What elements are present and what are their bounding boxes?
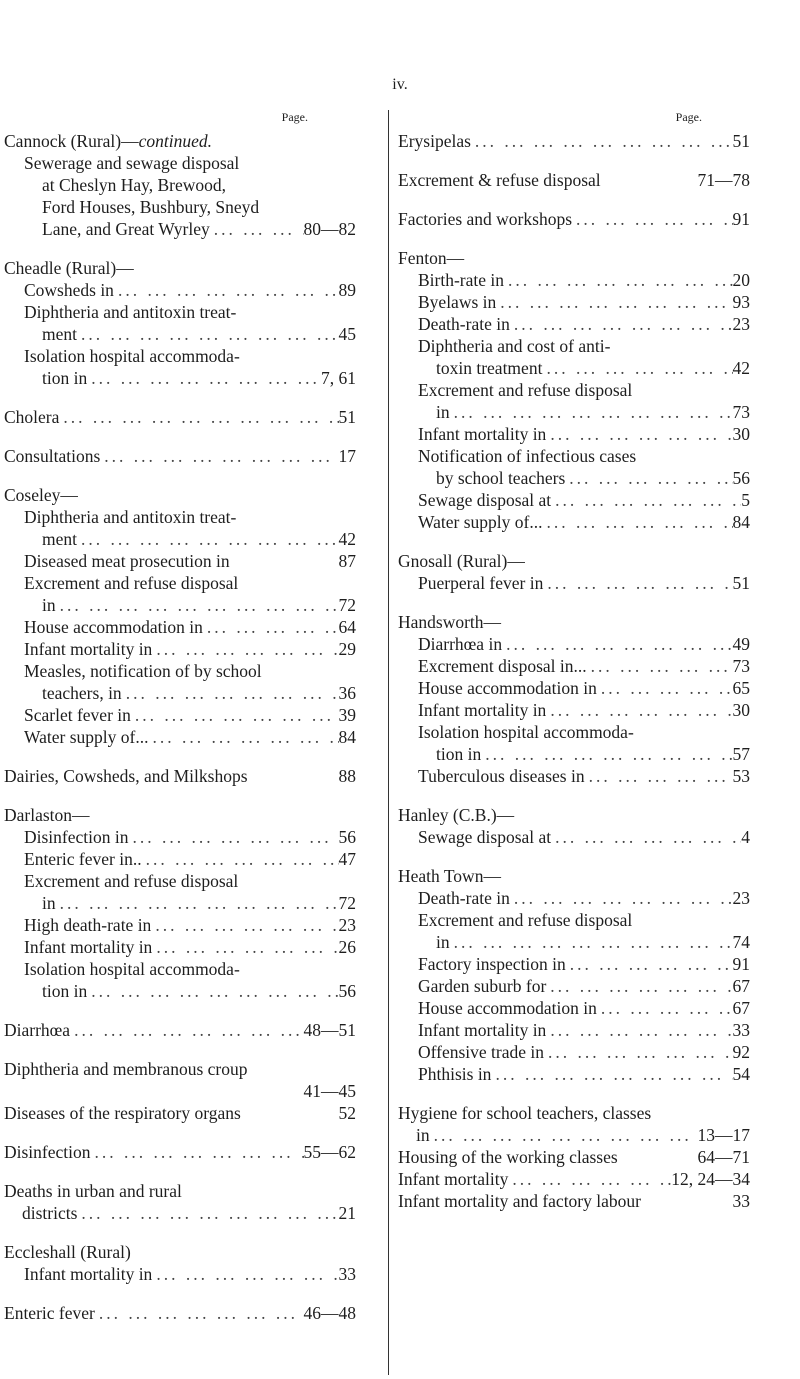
entry-line: Excrement and refuse disposal — [24, 871, 239, 891]
leader-dots — [70, 1019, 303, 1041]
entry-text: Disinfection in — [24, 827, 129, 847]
page-ref: 20 — [732, 270, 750, 290]
leader-dots — [510, 887, 733, 909]
entry-text: ment — [42, 529, 77, 549]
heading-text: Heath Town— — [398, 866, 501, 886]
entry-text: Consultations — [4, 446, 101, 466]
entry-line: Diphtheria and membranous croup — [4, 1059, 248, 1079]
index-heading — [4, 804, 356, 826]
page-ref: 72 — [338, 595, 356, 615]
page-ref: 56 — [338, 827, 356, 847]
index-entry — [398, 1168, 750, 1190]
entry-text: Sewage disposal at — [418, 490, 552, 510]
page-ref: 39 — [338, 705, 356, 725]
leader-dots — [565, 467, 732, 489]
heading-text: Hanley (C.B.)— — [398, 805, 515, 825]
index-entry — [398, 169, 750, 191]
entry-text: Dairies, Cowsheds, and Milkshops — [4, 766, 248, 786]
entry-text: Offensive trade in — [418, 1042, 545, 1062]
index-entry — [4, 726, 356, 748]
entry-line: Isolation hospital accommoda- — [24, 346, 240, 366]
leader-dots — [471, 130, 733, 152]
entry-line: Excrement and refuse disposal — [24, 573, 239, 593]
entry-text: House accommodation in — [24, 617, 203, 637]
index-entry — [4, 406, 356, 428]
index-heading — [4, 484, 356, 506]
entry-text: Water supply of... — [24, 727, 149, 747]
entry-text: Diarrhœa in — [418, 634, 503, 654]
index-entry — [4, 848, 356, 870]
entry-text: Death-rate in — [418, 314, 510, 334]
leader-dots — [546, 423, 732, 445]
entry-text: tion in — [436, 744, 482, 764]
leader-dots — [430, 1124, 698, 1146]
index-entry — [4, 1019, 356, 1041]
entry-line: Isolation hospital accommoda- — [24, 959, 240, 979]
index-entry — [398, 423, 750, 445]
index-entry — [4, 1058, 356, 1102]
leader-dots — [508, 1168, 671, 1190]
leader-dots — [148, 726, 338, 748]
leader-dots — [546, 699, 732, 721]
entry-text: Cholera — [4, 407, 60, 427]
page-ref: 67 — [732, 998, 750, 1018]
entry-text: Factories and workshops — [398, 209, 573, 229]
heading-text: Handsworth— — [398, 612, 502, 632]
entry-text: House accommodation in — [418, 998, 597, 1018]
page-ref: 42 — [732, 358, 750, 378]
index-entry — [398, 997, 750, 1019]
index-entry — [398, 1063, 750, 1085]
entry-line: Excrement and refuse disposal — [418, 910, 633, 930]
entry-text: Lane, and Great Wyrley — [42, 219, 210, 239]
entry-line: Ford Houses, Bushbury, Sneyd — [42, 197, 260, 217]
leader-dots — [203, 616, 339, 638]
entry-line: Excrement and refuse disposal — [418, 380, 633, 400]
leader-dots — [95, 1302, 304, 1324]
page-ref: 73 — [732, 402, 750, 422]
entry-line: Diphtheria and antitoxin treat- — [24, 507, 237, 527]
page-ref: 5 — [741, 490, 750, 510]
entry-text: Erysipelas — [398, 131, 471, 151]
index-entry — [4, 572, 356, 616]
index-entry — [4, 279, 356, 301]
leader-dots — [152, 936, 338, 958]
entry-text: Factory inspection in — [418, 954, 566, 974]
leader-dots — [142, 848, 339, 870]
entry-text: Puerperal fever in — [418, 573, 544, 593]
page-ref: 23 — [732, 314, 750, 334]
index-entry — [398, 313, 750, 335]
entry-text: Enteric fever — [4, 1303, 95, 1323]
entry-text: in — [436, 402, 450, 422]
index-entry — [4, 958, 356, 1002]
index-entry — [398, 975, 750, 997]
page-ref: 93 — [732, 292, 750, 312]
leader-dots — [152, 1263, 338, 1285]
leader-dots — [122, 682, 339, 704]
entry-text: Infant mortality in — [418, 424, 547, 444]
leader-dots — [546, 975, 732, 997]
index-entry — [398, 721, 750, 765]
index-entry — [4, 870, 356, 914]
page-ref: 91 — [732, 954, 750, 974]
index-entry — [398, 130, 750, 152]
index-entry — [4, 826, 356, 848]
entry-text: Infant mortality and factory labour — [398, 1191, 641, 1211]
index-entry — [398, 909, 750, 953]
index-entry — [398, 379, 750, 423]
leader-dots — [87, 367, 321, 389]
page-ref: 13—17 — [697, 1125, 750, 1145]
entry-text: Death-rate in — [418, 888, 510, 908]
leader-dots — [131, 704, 339, 726]
index-entry — [4, 550, 356, 572]
entry-line: Notification of infectious cases — [418, 446, 637, 466]
leader-dots — [59, 406, 338, 428]
index-column-right — [398, 110, 750, 1212]
leader-dots — [77, 528, 339, 550]
heading-text: Darlaston— — [4, 805, 90, 825]
leader-dots — [481, 743, 732, 765]
entry-text: in — [42, 893, 56, 913]
index-entry — [398, 511, 750, 533]
index-heading — [398, 804, 750, 826]
page-ref: 64—71 — [697, 1147, 750, 1167]
page-ref: 57 — [732, 744, 750, 764]
index-entry — [398, 1102, 750, 1146]
leader-dots — [546, 1019, 732, 1041]
index-heading — [4, 257, 356, 279]
leader-dots — [129, 826, 339, 848]
entry-text: Excrement disposal in... — [418, 656, 587, 676]
index-entry — [398, 1190, 750, 1212]
entry-text: districts — [22, 1203, 78, 1223]
page-ref: 84 — [338, 727, 356, 747]
entry-line: Diphtheria and antitoxin treat- — [24, 302, 237, 322]
entry-text: tion in — [42, 981, 88, 1001]
page-number: iv. — [392, 76, 408, 93]
index-entry — [398, 826, 750, 848]
page-ref: 72 — [338, 893, 356, 913]
entry-text: Sewage disposal at — [418, 827, 552, 847]
page-ref: 42 — [338, 529, 356, 549]
index-heading — [398, 247, 750, 269]
entry-text: Diarrhœa — [4, 1020, 71, 1040]
index-entry — [4, 1180, 356, 1224]
index-entry — [398, 765, 750, 787]
index-entry — [4, 1102, 356, 1124]
index-entry — [398, 572, 750, 594]
page-ref: 56 — [732, 468, 750, 488]
index-entry — [398, 699, 750, 721]
page-ref: 51 — [338, 407, 356, 427]
index-heading — [4, 130, 356, 152]
index-entry — [4, 345, 356, 389]
page-ref: 88 — [338, 766, 356, 786]
page-ref: 51 — [732, 573, 750, 593]
page-ref: 56 — [338, 981, 356, 1001]
index-entry — [4, 660, 356, 704]
leader-dots — [572, 208, 732, 230]
entry-line: Sewerage and sewage disposal — [24, 153, 240, 173]
leader-dots — [597, 677, 733, 699]
index-entry — [398, 489, 750, 511]
leader-dots — [77, 1202, 338, 1224]
page-ref: 64 — [338, 617, 356, 637]
page-ref: 74 — [732, 932, 750, 952]
entry-text: Housing of the working classes — [398, 1147, 618, 1167]
leader-dots — [551, 826, 741, 848]
entry-text: Infant mortality in — [24, 1264, 153, 1284]
page-ref: 29 — [338, 639, 356, 659]
page-ref: 36 — [338, 683, 356, 703]
index-entry — [4, 152, 356, 240]
index-heading — [398, 550, 750, 572]
page-ref: 52 — [338, 1103, 356, 1123]
page-ref: 65 — [732, 678, 750, 698]
column-divider — [388, 110, 389, 1375]
page-ref: 54 — [732, 1064, 750, 1084]
leader-dots — [77, 323, 339, 345]
page-ref: 46—48 — [303, 1303, 356, 1323]
page-ref: 30 — [732, 700, 750, 720]
leader-dots — [542, 357, 732, 379]
page-ref: 67 — [732, 976, 750, 996]
entry-line: Hygiene for school teachers, classes — [398, 1103, 652, 1123]
page-ref: 55—62 — [303, 1142, 356, 1162]
leader-dots — [510, 313, 733, 335]
heading-text: Gnosall (Rural)— — [398, 551, 525, 571]
entry-text: toxin treatment — [436, 358, 543, 378]
index-entry — [398, 887, 750, 909]
page-ref: 47 — [338, 849, 356, 869]
index-entry — [398, 677, 750, 699]
index-entry — [4, 1263, 356, 1285]
index-entry — [4, 936, 356, 958]
index-heading — [4, 1241, 356, 1263]
leader-dots — [450, 931, 733, 953]
heading-text: Fenton— — [398, 248, 465, 268]
index-entry — [398, 208, 750, 230]
leader-dots — [56, 892, 339, 914]
page-ref: 23 — [338, 915, 356, 935]
page-ref: 21 — [338, 1203, 356, 1223]
heading-text: Cannock (Rural)— — [4, 131, 139, 151]
index-column-left — [4, 110, 356, 1324]
page-ref: 41—45 — [303, 1081, 356, 1101]
page-label: Page. — [281, 110, 308, 124]
index-entry — [398, 445, 750, 489]
page-ref: 53 — [732, 766, 750, 786]
page-ref: 23 — [732, 888, 750, 908]
leader-dots — [542, 511, 732, 533]
page-ref: 92 — [732, 1042, 750, 1062]
leader-dots — [597, 997, 733, 1019]
page-ref: 91 — [732, 209, 750, 229]
page-ref: 17 — [338, 446, 356, 466]
leader-dots — [151, 914, 338, 936]
heading-continued: continued. — [138, 131, 213, 151]
page-ref: 84 — [732, 512, 750, 532]
entry-text: Excrement & refuse disposal — [398, 170, 601, 190]
index-entry — [398, 291, 750, 313]
page-ref: 45 — [338, 324, 356, 344]
entry-text: in — [42, 595, 56, 615]
index-entry — [4, 301, 356, 345]
entry-text: in — [416, 1125, 430, 1145]
index-entry — [4, 765, 356, 787]
page-ref: 12, 24—34 — [671, 1169, 750, 1189]
page-ref: 4 — [741, 827, 750, 847]
index-entry — [4, 1302, 356, 1324]
page-ref: 26 — [338, 937, 356, 957]
entry-text: Cowsheds in — [24, 280, 114, 300]
index-entry — [398, 1041, 750, 1063]
entry-text: High death-rate in — [24, 915, 152, 935]
leader-dots — [502, 633, 732, 655]
leader-dots — [543, 572, 732, 594]
index-entry — [4, 638, 356, 660]
entry-text: Scarlet fever in — [24, 705, 131, 725]
leader-dots — [496, 291, 732, 313]
index-entry — [398, 1146, 750, 1168]
page-ref: 33 — [732, 1020, 750, 1040]
leader-dots — [100, 445, 338, 467]
index-entry — [398, 633, 750, 655]
page-ref: 89 — [338, 280, 356, 300]
index-heading — [398, 611, 750, 633]
index-heading — [398, 865, 750, 887]
entry-line: Deaths in urban and rural — [4, 1181, 182, 1201]
entry-line: Measles, notification of by school — [24, 661, 262, 681]
index-entry — [398, 953, 750, 975]
leader-dots — [56, 594, 339, 616]
leader-dots — [152, 638, 338, 660]
entry-text: Infant mortality in — [418, 700, 547, 720]
leader-dots — [87, 980, 338, 1002]
leader-dots — [585, 765, 733, 787]
heading-text: Coseley— — [4, 485, 78, 505]
entry-text: tion in — [42, 368, 88, 388]
index-entry — [4, 704, 356, 726]
index-entry — [398, 655, 750, 677]
leader-dots — [587, 655, 733, 677]
entry-text: Infant mortality in — [24, 639, 153, 659]
index-entry — [4, 914, 356, 936]
leader-dots — [566, 953, 733, 975]
entry-text: Diseases of the respiratory organs — [4, 1103, 241, 1123]
entry-text: Tuberculous diseases in — [418, 766, 585, 786]
entry-text: Diseased meat prosecution in — [24, 551, 230, 571]
entry-text: Enteric fever in.. — [24, 849, 142, 869]
page-ref: 7, 61 — [321, 368, 356, 388]
index-entry — [398, 269, 750, 291]
leader-dots — [114, 279, 339, 301]
page-ref: 48—51 — [303, 1020, 356, 1040]
leader-dots — [491, 1063, 732, 1085]
leader-dots — [504, 269, 732, 291]
heading-text: Eccleshall (Rural) — [4, 1242, 131, 1262]
page-ref: 33 — [338, 1264, 356, 1284]
entry-text: Birth-rate in — [418, 270, 505, 290]
page-ref: 87 — [338, 551, 356, 571]
entry-text: Infant mortality in — [24, 937, 153, 957]
page-ref: 49 — [732, 634, 750, 654]
index-entry — [4, 616, 356, 638]
page-ref: 30 — [732, 424, 750, 444]
entry-text: House accommodation in — [418, 678, 597, 698]
entry-text: Infant mortality in — [418, 1020, 547, 1040]
entry-text: Disinfection — [4, 1142, 91, 1162]
entry-line: at Cheslyn Hay, Brewood, — [42, 175, 227, 195]
page-ref: 80—82 — [303, 219, 356, 239]
entry-line: Diphtheria and cost of anti- — [418, 336, 611, 356]
leader-dots — [91, 1141, 304, 1163]
leader-dots — [450, 401, 733, 423]
entry-text: Garden suburb for — [418, 976, 547, 996]
entry-text: Byelaws in — [418, 292, 497, 312]
entry-line: Isolation hospital accommoda- — [418, 722, 634, 742]
entry-text: Phthisis in — [418, 1064, 492, 1084]
page-ref: 51 — [732, 131, 750, 151]
index-entry — [4, 1141, 356, 1163]
entry-text: teachers, in — [42, 683, 122, 703]
index-entry — [398, 1019, 750, 1041]
leader-dots — [210, 218, 304, 240]
entry-text: Infant mortality — [398, 1169, 509, 1189]
entry-text: by school teachers — [436, 468, 566, 488]
entry-text: ment — [42, 324, 77, 344]
index-entry — [398, 335, 750, 379]
leader-dots — [551, 489, 741, 511]
page-ref: 71—78 — [697, 170, 750, 190]
page-ref: 73 — [732, 656, 750, 676]
entry-text: Water supply of... — [418, 512, 543, 532]
page-ref: 33 — [732, 1191, 750, 1211]
index-entry — [4, 445, 356, 467]
index-entry — [4, 506, 356, 550]
entry-text: in — [436, 932, 450, 952]
heading-text: Cheadle (Rural)— — [4, 258, 134, 278]
leader-dots — [544, 1041, 732, 1063]
page-label: Page. — [675, 110, 702, 124]
